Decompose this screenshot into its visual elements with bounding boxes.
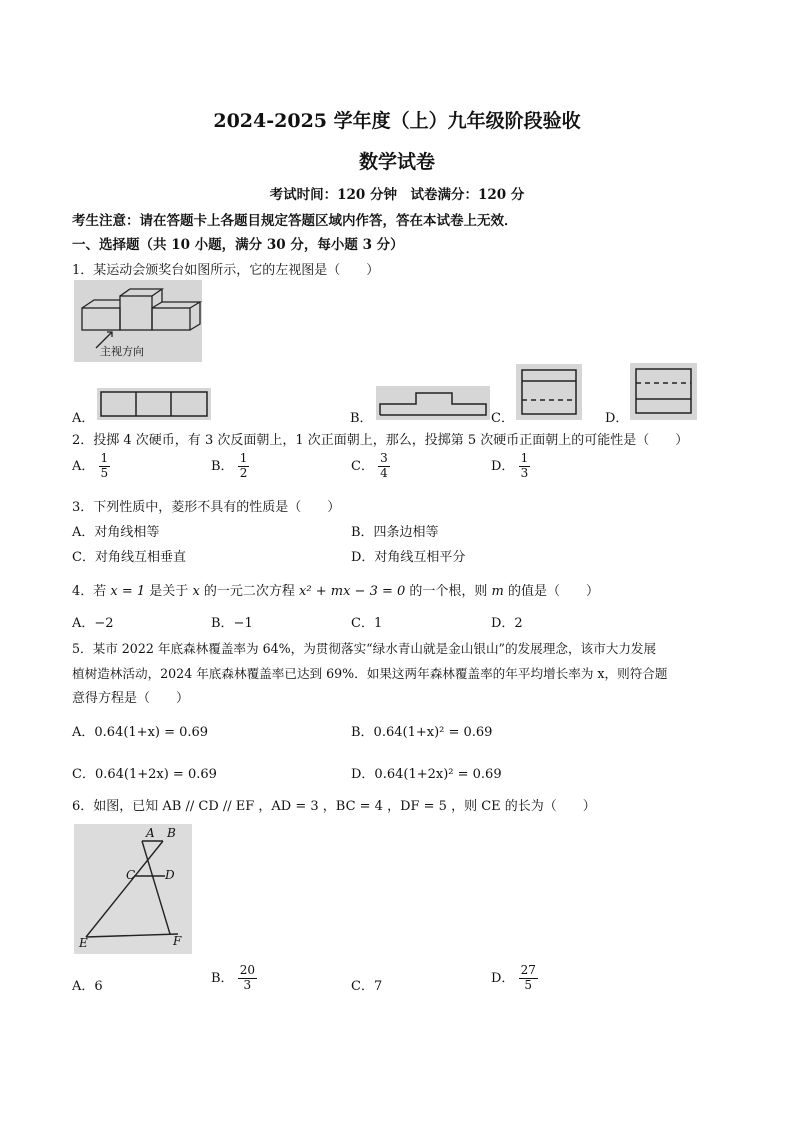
option-label: B． (211, 458, 234, 474)
q5-option-a[interactable]: A．0.64(1+x) = 0.69 (72, 725, 209, 740)
q1-option-a-figure[interactable] (97, 388, 211, 420)
fraction-numerator: 27 (520, 963, 536, 977)
q4-math: x (192, 584, 200, 599)
q5-stem-line2: 植树造林活动，2024 年底森林覆盖率已达到 69%．如果这两年森林覆盖率的年平均增长率为 x，则符合题 (72, 666, 668, 681)
q1-option-b-label: B． (350, 411, 373, 426)
q3-option-d[interactable]: D．对角线互相平分 (351, 550, 466, 565)
q6-parallel-lines-figure (74, 824, 192, 954)
fraction-denominator: 5 (524, 977, 533, 992)
option-label: B． (211, 970, 234, 986)
fraction-denominator: 4 (380, 465, 388, 480)
q5-option-b[interactable]: B．0.64(1+x)² = 0.69 (351, 725, 493, 740)
q1-podium-figure (74, 280, 202, 362)
q5-stem-line1: 5．某市 2022 年底森林覆盖率为 64%，为贯彻落实“绿水青山就是金山银山”的发展理念，该市大力发展 (72, 641, 657, 656)
fraction-numerator: 1 (239, 451, 248, 465)
option-label: C． (351, 458, 374, 474)
q2-option-d[interactable] (491, 452, 530, 481)
q5-option-d[interactable]: D．0.64(1+2x)² = 0.69 (351, 767, 502, 782)
q6-option-b[interactable] (211, 964, 257, 993)
q3-option-a[interactable]: A．对角线相等 (72, 525, 160, 540)
exam-notice: 考生注意：请在答题卡上各题目规定答题区域内作答，答在本试卷上无效． (72, 213, 518, 229)
exam-info: 考试时间：120 分钟 试卷满分：120 分 (269, 187, 525, 203)
fraction-denominator: 3 (520, 465, 529, 480)
q2-option-a[interactable] (72, 452, 110, 481)
q4-math: x = 1 (110, 584, 146, 599)
q6-stem: 6．如图，已知 AB // CD // EF ，AD = 3 ，BC = 4 ，DF = 5 ，则 CE 的长为（ ） (72, 799, 596, 814)
q4-option-b[interactable]: B．−1 (211, 616, 253, 631)
q5-option-c[interactable]: C．0.64(1+2x) = 0.69 (72, 767, 217, 782)
exam-subtitle: 数学试卷 (358, 151, 435, 173)
fraction-denominator: 5 (100, 465, 109, 480)
q1-option-d-figure[interactable] (630, 363, 697, 420)
option-label: A． (72, 458, 95, 474)
option-label: D． (491, 458, 515, 474)
q4-text: 的一元二次方程 (199, 584, 300, 599)
q6-option-c[interactable]: C．7 (351, 979, 383, 994)
fraction-numerator: 1 (520, 451, 529, 465)
q4-option-c[interactable]: C．1 (351, 616, 383, 631)
fraction-denominator: 3 (243, 977, 252, 992)
option-label: D． (491, 970, 515, 986)
q2-option-b[interactable] (211, 452, 249, 481)
q2-stem: 2．投掷 4 次硬币，有 3 次反面朝上，1 次正面朝上，那么，投掷第 5 次硬币正面朝上的可能性是（ ） (72, 433, 689, 448)
q1-option-d-label: D． (605, 411, 629, 426)
q2-option-c[interactable] (351, 452, 390, 481)
q6-option-d[interactable] (491, 964, 538, 993)
q1-option-a-label: A． (72, 411, 95, 426)
q3-option-c[interactable]: C．对角线互相垂直 (72, 550, 186, 565)
q6-point-e-label: E (79, 936, 88, 950)
q3-option-b[interactable]: B．四条边相等 (351, 525, 439, 540)
fraction-numerator: 1 (100, 451, 109, 465)
q1-option-c-label: C． (491, 411, 514, 426)
q4-text: 是关于 (145, 584, 193, 599)
q5-stem-line3: 意得方程是（ ） (72, 691, 190, 706)
q3-stem: 3．下列性质中，菱形不具有的性质是（ ） (72, 500, 341, 515)
q4-equation: x² + mx − 3 = 0 (299, 584, 406, 599)
q6-point-c-label: C (126, 868, 136, 882)
q4-text: 4．若 (72, 584, 111, 599)
section-heading: 一、选择题（共 10 小题，满分 30 分，每小题 3 分） (72, 237, 404, 253)
q6-point-f-label: F (173, 934, 182, 948)
fraction-numerator: 3 (380, 451, 388, 465)
fraction-numerator: 20 (239, 963, 255, 977)
q1-option-c-figure[interactable] (516, 364, 582, 420)
q4-text: 的值是（ ） (503, 584, 599, 599)
q1-view-direction-label: 主视方向 (100, 345, 144, 358)
fraction-denominator: 2 (239, 465, 248, 480)
q6-point-d-label: D (165, 868, 175, 882)
q4-stem (72, 580, 599, 599)
q1-option-b-figure[interactable] (376, 386, 490, 420)
q6-option-a[interactable]: A．6 (72, 979, 103, 994)
q4-text: 的一个根，则 (405, 584, 492, 599)
q6-point-a-label: A (146, 826, 155, 840)
q4-option-a[interactable]: A．−2 (72, 616, 114, 631)
q1-stem: 1．某运动会颁奖台如图所示，它的左视图是（ ） (72, 263, 380, 278)
q4-option-d[interactable]: D．2 (491, 616, 523, 631)
q6-point-b-label: B (167, 826, 176, 840)
q4-math: m (491, 584, 504, 599)
exam-title: 2024-2025 学年度（上）九年级阶段验收 (213, 110, 581, 132)
